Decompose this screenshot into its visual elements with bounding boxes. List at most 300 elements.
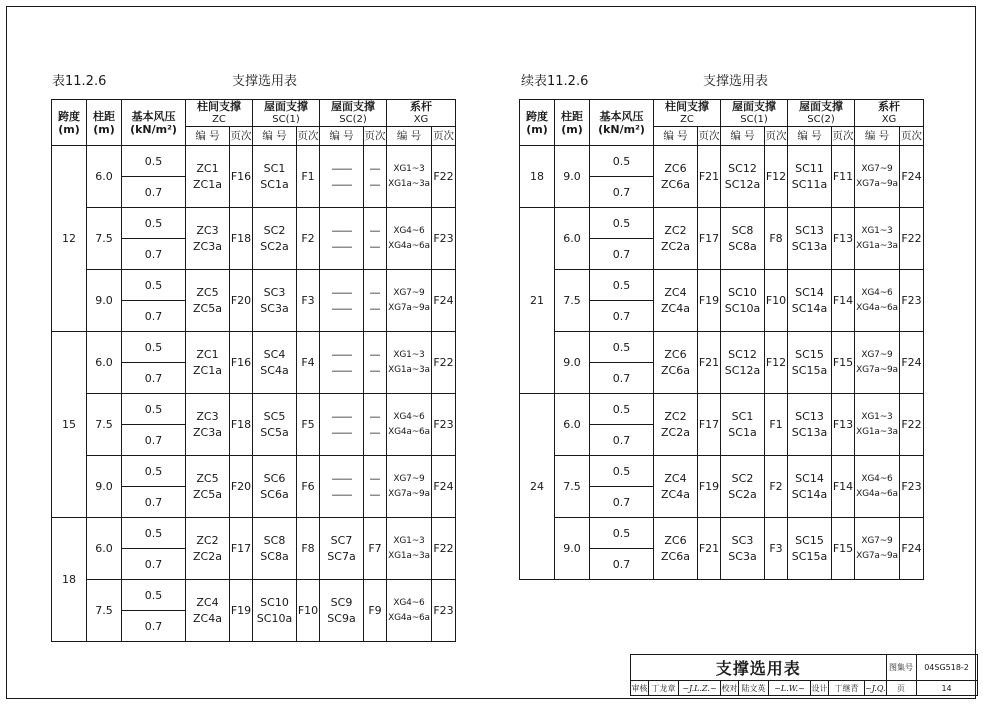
sc1-code: SC2 xyxy=(263,223,286,237)
sc2-dash-alt: —— xyxy=(331,487,352,501)
sc1-codes xyxy=(253,146,297,208)
table-row xyxy=(52,146,456,177)
sc2-page-dash-alt: — xyxy=(369,177,381,191)
zc-page: F21 xyxy=(698,332,721,394)
sc1-codes xyxy=(253,394,297,456)
xg-code-alt: XG7a~9a xyxy=(388,488,430,499)
sc2-code-alt: SC11a xyxy=(791,177,828,191)
sc2-dash: —— xyxy=(331,161,352,175)
zc-page: F17 xyxy=(698,394,721,456)
zc-code-alt: ZC5a xyxy=(193,487,222,501)
sc2-codes xyxy=(320,456,364,518)
sc1-page: F4 xyxy=(297,332,320,394)
xg-page: F23 xyxy=(900,456,924,518)
wind-value: 0.7 xyxy=(122,301,186,332)
xg-page: F22 xyxy=(900,208,924,270)
sc1-code-alt: SC6a xyxy=(260,487,289,501)
header-roof-bracing-2 xyxy=(320,100,387,127)
header-zc-label: 柱间支撑 xyxy=(665,100,709,113)
sc2-page xyxy=(364,270,387,332)
sc1-codes xyxy=(721,208,765,270)
sc2-code: SC11 xyxy=(795,161,824,175)
xg-codes xyxy=(387,394,432,456)
xg-code-alt: XG1a~3a xyxy=(856,240,898,251)
zc-code: ZC1 xyxy=(196,161,219,175)
sc2-dash: —— xyxy=(331,471,352,485)
xg-code-alt: XG1a~3a xyxy=(388,364,430,375)
wind-value: 0.5 xyxy=(122,270,186,301)
header-number: 编 号 xyxy=(788,127,832,146)
sc2-page: F7 xyxy=(364,518,387,580)
sc2-page-dash-alt: — xyxy=(369,363,381,377)
review-label: 审核 xyxy=(631,681,649,696)
sc2-codes xyxy=(320,146,364,208)
sc2-dash-alt: —— xyxy=(331,239,352,253)
sc1-code: SC8 xyxy=(731,223,754,237)
zc-code-alt: ZC1a xyxy=(193,363,222,377)
header-spacing xyxy=(87,100,122,146)
wind-value: 0.5 xyxy=(590,146,654,177)
sc2-dash-alt: —— xyxy=(331,425,352,439)
sc2-page-dash-alt: — xyxy=(369,239,381,253)
xg-codes xyxy=(387,580,432,642)
sc2-code: SC13 xyxy=(795,223,824,237)
sc2-code-alt: SC13a xyxy=(791,425,828,439)
spacing-value: 7.5 xyxy=(87,394,122,456)
sc2-codes xyxy=(788,456,832,518)
sc1-code-alt: SC1a xyxy=(728,425,757,439)
table-row xyxy=(52,332,456,363)
xg-code-alt: XG7a~9a xyxy=(856,364,898,375)
sc1-codes xyxy=(721,146,765,208)
sc2-page-dash: — xyxy=(369,409,381,423)
sc1-code: SC10 xyxy=(260,595,289,609)
spacing-value: 9.0 xyxy=(87,270,122,332)
sc2-code-alt: SC13a xyxy=(791,239,828,253)
span-value: 21 xyxy=(520,208,555,394)
header-column-bracing xyxy=(654,100,721,127)
sc2-page-dash: — xyxy=(369,471,381,485)
table-row xyxy=(52,208,456,239)
spacing-value: 6.0 xyxy=(555,394,590,456)
wind-value: 0.5 xyxy=(122,580,186,611)
sc2-page: F13 xyxy=(832,208,855,270)
xg-code: XG7~9 xyxy=(861,349,893,360)
xg-code: XG7~9 xyxy=(861,163,893,174)
sc2-page: F14 xyxy=(832,456,855,518)
wind-value: 0.5 xyxy=(590,332,654,363)
header-sc1-code: SC(1) xyxy=(740,114,768,125)
wind-value: 0.7 xyxy=(590,239,654,270)
xg-codes xyxy=(855,332,900,394)
right-table-number: 续表11.2.6 xyxy=(521,74,589,89)
zc-code: ZC5 xyxy=(196,471,219,485)
sc2-page-dash-alt: — xyxy=(369,301,381,315)
sc2-page: F14 xyxy=(832,270,855,332)
zc-page: F20 xyxy=(230,456,253,518)
zc-page: F18 xyxy=(230,394,253,456)
sc1-code: SC12 xyxy=(728,347,757,361)
header-xg-label: 系杆 xyxy=(878,100,900,113)
sc1-code-alt: SC5a xyxy=(260,425,289,439)
table-row xyxy=(520,456,924,487)
sc2-dash-alt: —— xyxy=(331,177,352,191)
header-spacing-unit: (m) xyxy=(561,122,583,136)
sc2-code-alt: SC15a xyxy=(791,549,828,563)
xg-code: XG4~6 xyxy=(393,597,425,608)
wind-value: 0.5 xyxy=(590,394,654,425)
sc1-code: SC8 xyxy=(263,533,286,547)
atlas-label: 图集号 xyxy=(886,655,916,681)
zc-code-alt: ZC6a xyxy=(661,549,690,563)
xg-codes xyxy=(387,518,432,580)
design-label: 设计 xyxy=(811,681,829,696)
sc1-codes xyxy=(253,208,297,270)
sc1-codes xyxy=(253,332,297,394)
sc1-code-alt: SC8a xyxy=(728,239,757,253)
sc1-page: F5 xyxy=(297,394,320,456)
sc1-code-alt: SC12a xyxy=(724,177,761,191)
header-sc2-code: SC(2) xyxy=(339,114,367,125)
header-roof-bracing-1 xyxy=(253,100,320,127)
sc2-page-dash: — xyxy=(369,285,381,299)
wind-value: 0.7 xyxy=(122,487,186,518)
sc2-page xyxy=(364,456,387,518)
sc1-code: SC12 xyxy=(728,161,757,175)
sc1-code-alt: SC1a xyxy=(260,177,289,191)
xg-code-alt: XG1a~3a xyxy=(856,426,898,437)
sc2-code-alt: SC14a xyxy=(791,301,828,315)
xg-page: F24 xyxy=(900,146,924,208)
sc1-code: SC1 xyxy=(731,409,754,423)
header-spacing xyxy=(555,100,590,146)
sc2-page xyxy=(364,208,387,270)
zc-codes xyxy=(654,208,698,270)
table-row xyxy=(520,270,924,301)
sc2-code-alt: SC9a xyxy=(327,611,356,625)
sc1-page: F1 xyxy=(765,394,788,456)
header-zc-label: 柱间支撑 xyxy=(197,100,241,113)
header-tie-bar xyxy=(855,100,924,127)
header-sc2-code: SC(2) xyxy=(807,114,835,125)
check-label: 校对 xyxy=(721,681,739,696)
xg-code-alt: XG4a~6a xyxy=(388,426,430,437)
sc2-code: SC13 xyxy=(795,409,824,423)
xg-page: F24 xyxy=(432,456,456,518)
table-row xyxy=(52,518,456,549)
header-wind-label: 基本风压 xyxy=(599,109,644,123)
zc-page: F19 xyxy=(698,456,721,518)
sc1-code: SC5 xyxy=(263,409,286,423)
zc-code: ZC4 xyxy=(196,595,219,609)
header-xg-code: XG xyxy=(413,114,429,125)
xg-page: F23 xyxy=(900,270,924,332)
zc-codes xyxy=(186,208,230,270)
header-span xyxy=(52,100,87,146)
xg-page: F22 xyxy=(432,332,456,394)
wind-value: 0.7 xyxy=(590,363,654,394)
sc2-code: SC9 xyxy=(330,595,353,609)
spacing-value: 7.5 xyxy=(555,270,590,332)
header-page: 页次 xyxy=(230,127,253,146)
zc-codes xyxy=(186,146,230,208)
sc1-code: SC3 xyxy=(263,285,286,299)
sc1-codes xyxy=(721,518,765,580)
sc2-page: F13 xyxy=(832,394,855,456)
spacing-value: 9.0 xyxy=(87,456,122,518)
sc2-code: SC15 xyxy=(795,533,824,547)
wind-value: 0.7 xyxy=(590,301,654,332)
wind-value: 0.7 xyxy=(590,487,654,518)
xg-code: XG4~6 xyxy=(393,225,425,236)
header-sc1-label: 屋面支撑 xyxy=(732,100,776,113)
zc-code-alt: ZC6a xyxy=(661,363,690,377)
sc2-page: F15 xyxy=(832,518,855,580)
zc-page: F16 xyxy=(230,332,253,394)
right-bracing-table xyxy=(519,99,924,580)
zc-code: ZC4 xyxy=(664,471,687,485)
xg-code: XG1~3 xyxy=(861,225,893,236)
zc-page: F21 xyxy=(698,146,721,208)
xg-codes xyxy=(387,270,432,332)
sc2-codes xyxy=(320,332,364,394)
header-xg-code: XG xyxy=(881,114,897,125)
sc1-codes xyxy=(721,394,765,456)
sc1-code-alt: SC10a xyxy=(256,611,293,625)
xg-codes xyxy=(855,208,900,270)
header-xg-label: 系杆 xyxy=(410,100,432,113)
sc1-page: F2 xyxy=(765,456,788,518)
header-number: 编 号 xyxy=(855,127,900,146)
span-value: 18 xyxy=(52,518,87,642)
header-number: 编 号 xyxy=(387,127,432,146)
left-table-title: 支撑选用表 xyxy=(232,74,298,89)
spacing-value: 7.5 xyxy=(87,208,122,270)
designer-name: 丁继青 xyxy=(829,681,865,696)
sc1-codes xyxy=(253,580,297,642)
sc2-page-dash: — xyxy=(369,347,381,361)
sc1-code-alt: SC12a xyxy=(724,363,761,377)
sc2-codes xyxy=(788,332,832,394)
header-wind-unit: (kN/m²) xyxy=(598,122,645,136)
designer-signature: ~J.Q. xyxy=(865,681,887,696)
sc2-dash-alt: —— xyxy=(331,363,352,377)
header-sc2-label: 屋面支撑 xyxy=(799,100,843,113)
checker-name: 陆文英 xyxy=(739,681,769,696)
zc-code: ZC3 xyxy=(196,409,219,423)
spacing-value: 9.0 xyxy=(555,518,590,580)
sc2-code-alt: SC15a xyxy=(791,363,828,377)
xg-page: F23 xyxy=(432,394,456,456)
wind-value: 0.7 xyxy=(590,549,654,580)
header-spacing-unit: (m) xyxy=(93,122,115,136)
zc-codes xyxy=(186,456,230,518)
table-row xyxy=(520,518,924,549)
sc2-codes xyxy=(788,146,832,208)
right-table-title: 支撑选用表 xyxy=(703,74,769,89)
header-page: 页次 xyxy=(698,127,721,146)
spacing-value: 9.0 xyxy=(555,332,590,394)
xg-code: XG7~9 xyxy=(861,535,893,546)
sc1-code-alt: SC3a xyxy=(728,549,757,563)
table-row xyxy=(52,394,456,425)
zc-code: ZC6 xyxy=(664,533,687,547)
xg-code-alt: XG4a~6a xyxy=(856,302,898,313)
sc2-codes xyxy=(320,208,364,270)
sc1-code: SC10 xyxy=(728,285,757,299)
xg-page: F22 xyxy=(432,518,456,580)
sc2-page-dash-alt: — xyxy=(369,487,381,501)
zc-code-alt: ZC2a xyxy=(193,549,222,563)
table-row xyxy=(52,270,456,301)
wind-value: 0.5 xyxy=(590,518,654,549)
wind-value: 0.7 xyxy=(590,177,654,208)
sc1-codes xyxy=(253,270,297,332)
header-roof-bracing-1 xyxy=(721,100,788,127)
header-spacing-label: 柱距 xyxy=(93,109,115,123)
sc2-dash: —— xyxy=(331,285,352,299)
wind-value: 0.5 xyxy=(122,456,186,487)
xg-codes xyxy=(855,146,900,208)
header-page: 页次 xyxy=(900,127,924,146)
header-page: 页次 xyxy=(297,127,320,146)
xg-code: XG4~6 xyxy=(393,411,425,422)
wind-value: 0.5 xyxy=(590,456,654,487)
spacing-value: 7.5 xyxy=(555,456,590,518)
header-wind-unit: (kN/m²) xyxy=(130,122,177,136)
sc1-page: F1 xyxy=(297,146,320,208)
sc1-page: F8 xyxy=(297,518,320,580)
sc1-code-alt: SC3a xyxy=(260,301,289,315)
sc1-codes xyxy=(721,456,765,518)
sc2-page xyxy=(364,146,387,208)
span-value: 24 xyxy=(520,394,555,580)
wind-value: 0.7 xyxy=(122,239,186,270)
header-page: 页次 xyxy=(432,127,456,146)
xg-code: XG1~3 xyxy=(393,349,425,360)
sc1-page: F3 xyxy=(765,518,788,580)
sc2-codes xyxy=(320,580,364,642)
table-row xyxy=(52,580,456,611)
header-tie-bar xyxy=(387,100,456,127)
sc2-page xyxy=(364,332,387,394)
sc1-page: F12 xyxy=(765,146,788,208)
wind-value: 0.5 xyxy=(590,270,654,301)
sc2-page-dash: — xyxy=(369,161,381,175)
spacing-value: 6.0 xyxy=(555,208,590,270)
sc2-codes xyxy=(320,518,364,580)
xg-code-alt: XG1a~3a xyxy=(388,550,430,561)
header-span-unit: (m) xyxy=(526,122,548,136)
xg-codes xyxy=(387,208,432,270)
xg-code-alt: XG7a~9a xyxy=(856,550,898,561)
header-wind-label: 基本风压 xyxy=(131,109,176,123)
title-block xyxy=(630,654,978,696)
sc1-code: SC1 xyxy=(263,161,286,175)
sc2-code-alt: SC7a xyxy=(327,549,356,563)
header-sc1-code: SC(1) xyxy=(272,114,300,125)
spacing-value: 6.0 xyxy=(87,146,122,208)
sc1-page: F3 xyxy=(297,270,320,332)
zc-code-alt: ZC4a xyxy=(661,487,690,501)
zc-code-alt: ZC3a xyxy=(193,239,222,253)
sc1-code: SC3 xyxy=(731,533,754,547)
xg-code: XG4~6 xyxy=(861,473,893,484)
xg-code-alt: XG7a~9a xyxy=(388,302,430,313)
xg-codes xyxy=(387,146,432,208)
spacing-value: 7.5 xyxy=(87,580,122,642)
zc-codes xyxy=(186,394,230,456)
header-wind-pressure xyxy=(590,100,654,146)
sc2-code: SC7 xyxy=(330,533,353,547)
xg-codes xyxy=(855,518,900,580)
sc1-page: F6 xyxy=(297,456,320,518)
sc2-page: F11 xyxy=(832,146,855,208)
span-value: 15 xyxy=(52,332,87,518)
xg-codes xyxy=(855,270,900,332)
sc1-codes xyxy=(721,332,765,394)
header-number: 编 号 xyxy=(721,127,765,146)
zc-code: ZC3 xyxy=(196,223,219,237)
zc-codes xyxy=(186,270,230,332)
span-value: 12 xyxy=(52,146,87,332)
atlas-number: 04SG518-2 xyxy=(916,655,977,681)
zc-code: ZC2 xyxy=(664,223,687,237)
sc1-page: F8 xyxy=(765,208,788,270)
spacing-value: 6.0 xyxy=(87,332,122,394)
wind-value: 0.5 xyxy=(122,208,186,239)
reviewer-name: 丁龙章 xyxy=(649,681,679,696)
zc-page: F20 xyxy=(230,270,253,332)
sc2-page: F9 xyxy=(364,580,387,642)
zc-code: ZC4 xyxy=(664,285,687,299)
zc-page: F21 xyxy=(698,518,721,580)
sc1-code-alt: SC2a xyxy=(260,239,289,253)
zc-page: F17 xyxy=(698,208,721,270)
xg-code-alt: XG1a~3a xyxy=(388,178,430,189)
zc-codes xyxy=(654,456,698,518)
sc2-code-alt: SC14a xyxy=(791,487,828,501)
zc-code-alt: ZC1a xyxy=(193,177,222,191)
sc2-codes xyxy=(320,394,364,456)
sc2-codes xyxy=(788,208,832,270)
header-number: 编 号 xyxy=(320,127,364,146)
header-spacing-label: 柱距 xyxy=(561,109,583,123)
checker-signature: ~L.W.~ xyxy=(769,681,811,696)
wind-value: 0.7 xyxy=(122,177,186,208)
page-label: 页 xyxy=(886,681,916,696)
sc2-dash-alt: —— xyxy=(331,301,352,315)
zc-page: F19 xyxy=(230,580,253,642)
wind-value: 0.7 xyxy=(122,611,186,642)
sc2-codes xyxy=(788,518,832,580)
xg-codes xyxy=(855,456,900,518)
zc-codes xyxy=(186,518,230,580)
sc1-codes xyxy=(253,456,297,518)
left-bracing-table xyxy=(51,99,456,642)
zc-code-alt: ZC3a xyxy=(193,425,222,439)
zc-codes xyxy=(654,146,698,208)
xg-codes xyxy=(855,394,900,456)
header-sc2-label: 屋面支撑 xyxy=(331,100,375,113)
xg-codes xyxy=(387,456,432,518)
sc2-page: F15 xyxy=(832,332,855,394)
zc-codes xyxy=(654,332,698,394)
xg-codes xyxy=(387,332,432,394)
zc-code: ZC1 xyxy=(196,347,219,361)
wind-value: 0.5 xyxy=(122,146,186,177)
drawing-title: 支撑选用表 xyxy=(631,655,887,681)
